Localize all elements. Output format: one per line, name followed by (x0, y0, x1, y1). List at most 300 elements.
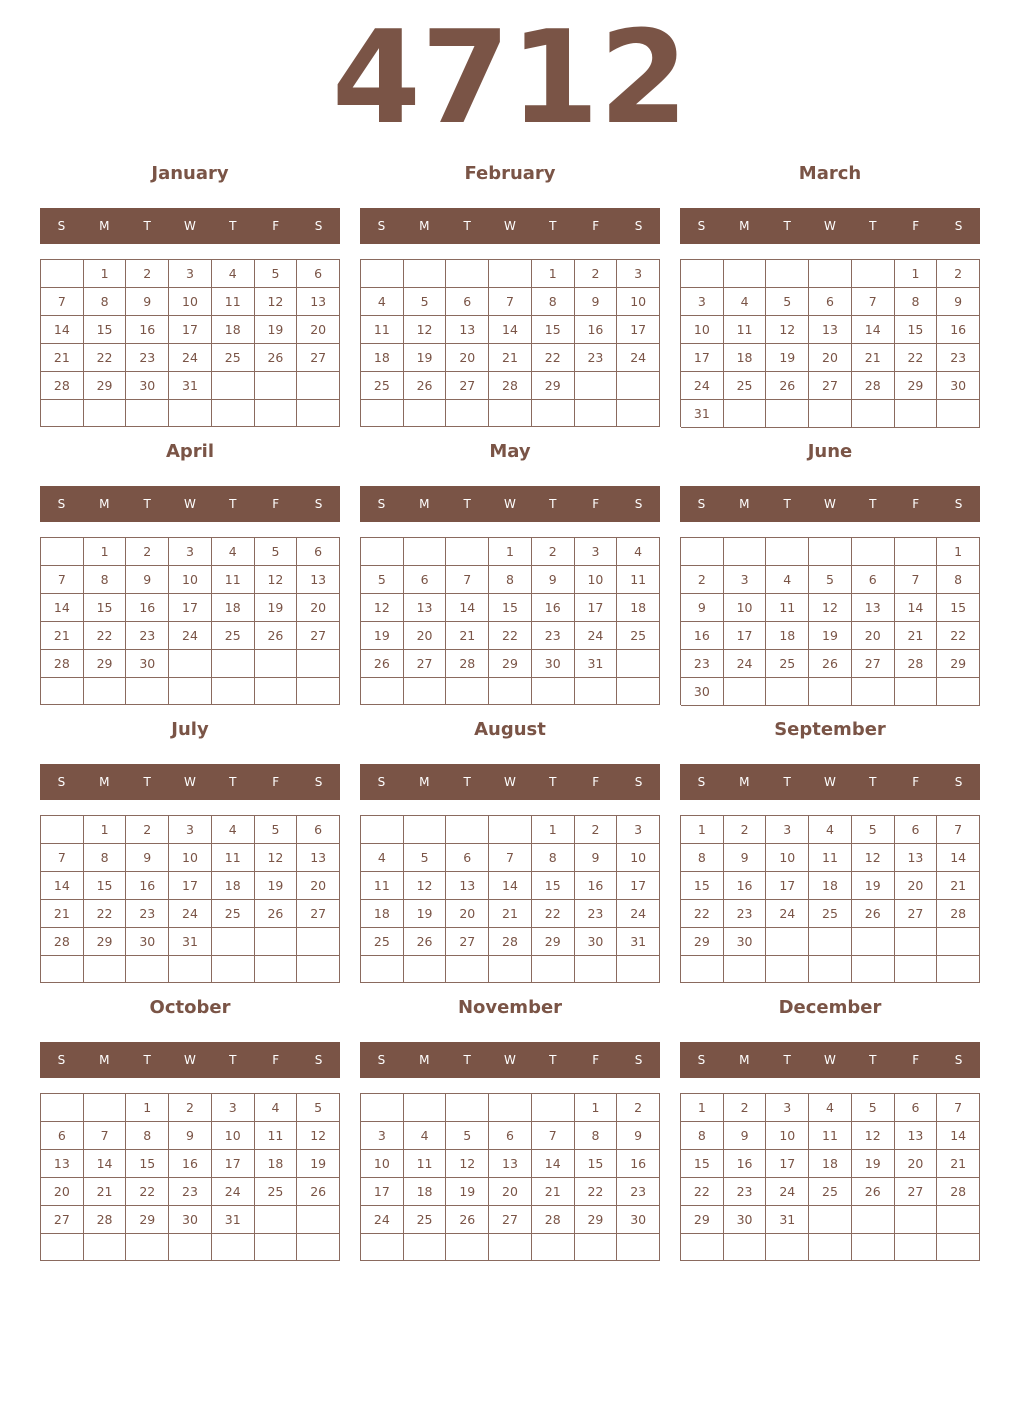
weekday-label: T (143, 775, 151, 789)
day-cell: 15 (532, 316, 575, 344)
day-cell: 26 (404, 372, 447, 400)
weekday-header (360, 764, 660, 800)
empty-cell (169, 1234, 212, 1261)
empty-cell (361, 400, 404, 427)
day-cell: 13 (852, 594, 895, 622)
empty-cell (297, 678, 340, 705)
empty-cell (404, 816, 447, 844)
weekday-label: F (912, 497, 920, 511)
month-title: March (798, 163, 862, 184)
day-cell: 26 (297, 1178, 340, 1206)
day-cell: 15 (937, 594, 980, 622)
day-cell: 5 (852, 816, 895, 844)
empty-cell (852, 260, 895, 288)
day-cell: 22 (489, 622, 532, 650)
day-cell: 23 (575, 344, 618, 372)
weekday-header (40, 1042, 340, 1078)
day-cell: 6 (297, 816, 340, 844)
day-cell: 1 (84, 538, 127, 566)
empty-cell (895, 956, 938, 983)
day-cell: 23 (724, 1178, 767, 1206)
empty-cell (937, 956, 980, 983)
day-cell: 13 (895, 844, 938, 872)
day-cell: 31 (575, 650, 618, 678)
day-cell: 28 (489, 928, 532, 956)
empty-cell (126, 678, 169, 705)
weekday-label: W (824, 219, 836, 233)
day-cell: 23 (575, 900, 618, 928)
day-cell: 7 (937, 816, 980, 844)
weekday-label: F (592, 1053, 600, 1067)
day-cell: 25 (361, 372, 404, 400)
day-cell: 15 (532, 872, 575, 900)
weekday-label: S (954, 497, 963, 511)
empty-cell (766, 1234, 809, 1261)
day-cell: 6 (41, 1122, 84, 1150)
month-title: October (149, 997, 231, 1018)
day-cell: 9 (169, 1122, 212, 1150)
empty-cell (489, 260, 532, 288)
day-cell: 5 (404, 844, 447, 872)
day-cell: 21 (446, 622, 489, 650)
empty-cell (169, 650, 212, 678)
empty-cell (489, 1094, 532, 1122)
day-cell: 1 (532, 816, 575, 844)
day-cell: 30 (681, 678, 724, 706)
day-cell: 17 (681, 344, 724, 372)
day-grid (40, 259, 340, 427)
empty-cell (404, 1234, 447, 1261)
weekday-label: T (783, 775, 791, 789)
day-cell: 29 (895, 372, 938, 400)
day-cell: 22 (84, 622, 127, 650)
day-cell: 27 (41, 1206, 84, 1234)
day-cell: 23 (937, 344, 980, 372)
day-cell: 15 (84, 594, 127, 622)
day-cell: 18 (404, 1178, 447, 1206)
empty-cell (126, 1234, 169, 1261)
day-cell: 14 (41, 872, 84, 900)
empty-cell (212, 372, 255, 400)
empty-cell (937, 678, 980, 706)
day-cell: 1 (84, 816, 127, 844)
weekday-label: W (824, 497, 836, 511)
day-cell: 18 (361, 900, 404, 928)
empty-cell (361, 678, 404, 705)
empty-cell (212, 928, 255, 956)
day-cell: 13 (404, 594, 447, 622)
day-cell: 21 (852, 344, 895, 372)
day-cell: 9 (126, 288, 169, 316)
day-cell: 16 (617, 1150, 660, 1178)
empty-cell (404, 956, 447, 983)
day-cell: 14 (84, 1150, 127, 1178)
day-grid (680, 537, 980, 705)
weekday-label: T (229, 775, 237, 789)
day-cell: 18 (361, 344, 404, 372)
weekday-label: W (504, 219, 516, 233)
empty-cell (212, 956, 255, 983)
day-cell: 12 (297, 1122, 340, 1150)
day-cell: 8 (126, 1122, 169, 1150)
day-cell: 26 (404, 928, 447, 956)
day-cell: 2 (169, 1094, 212, 1122)
weekday-label: T (229, 497, 237, 511)
day-cell: 21 (532, 1178, 575, 1206)
empty-cell (126, 956, 169, 983)
empty-cell (532, 956, 575, 983)
day-cell: 25 (361, 928, 404, 956)
day-cell: 1 (489, 538, 532, 566)
month-title: February (464, 163, 556, 184)
empty-cell (681, 260, 724, 288)
day-cell: 11 (724, 316, 767, 344)
weekday-label: M (99, 775, 110, 789)
month-title: September (774, 719, 886, 740)
weekday-header (360, 1042, 660, 1078)
weekday-label: S (314, 775, 323, 789)
day-cell: 21 (41, 344, 84, 372)
day-cell: 15 (489, 594, 532, 622)
weekday-header (360, 208, 660, 244)
day-cell: 19 (766, 344, 809, 372)
day-cell: 8 (575, 1122, 618, 1150)
empty-cell (489, 678, 532, 705)
day-cell: 30 (532, 650, 575, 678)
weekday-label: M (419, 219, 430, 233)
day-cell: 30 (724, 1206, 767, 1234)
weekday-label: F (272, 775, 280, 789)
day-cell: 27 (297, 344, 340, 372)
day-cell: 4 (212, 816, 255, 844)
empty-cell (617, 400, 660, 427)
day-cell: 24 (575, 622, 618, 650)
day-cell: 30 (169, 1206, 212, 1234)
day-cell: 3 (617, 260, 660, 288)
day-cell: 15 (681, 1150, 724, 1178)
day-cell: 14 (937, 1122, 980, 1150)
day-grid (360, 815, 660, 983)
day-cell: 28 (937, 1178, 980, 1206)
weekday-label: F (592, 219, 600, 233)
day-cell: 29 (575, 1206, 618, 1234)
day-cell: 8 (84, 288, 127, 316)
day-cell: 29 (532, 928, 575, 956)
empty-cell (489, 956, 532, 983)
day-cell: 18 (617, 594, 660, 622)
weekday-label: S (57, 497, 66, 511)
empty-cell (489, 816, 532, 844)
empty-cell (361, 1094, 404, 1122)
day-cell: 14 (852, 316, 895, 344)
day-cell: 8 (84, 844, 127, 872)
day-cell: 13 (809, 316, 852, 344)
empty-cell (532, 400, 575, 427)
day-cell: 29 (84, 372, 127, 400)
day-cell: 4 (212, 260, 255, 288)
weekday-label: M (739, 497, 750, 511)
weekday-label: T (549, 219, 557, 233)
day-cell: 4 (361, 844, 404, 872)
day-cell: 1 (937, 538, 980, 566)
empty-cell (169, 678, 212, 705)
weekday-label: F (272, 219, 280, 233)
day-cell: 19 (255, 872, 298, 900)
empty-cell (255, 678, 298, 705)
empty-cell (361, 956, 404, 983)
day-cell: 7 (41, 288, 84, 316)
day-cell: 3 (169, 538, 212, 566)
weekday-label: T (549, 1053, 557, 1067)
day-cell: 12 (255, 566, 298, 594)
weekday-header (40, 764, 340, 800)
day-cell: 26 (446, 1206, 489, 1234)
month-title: May (489, 441, 531, 462)
day-cell: 21 (895, 622, 938, 650)
empty-cell (809, 400, 852, 428)
day-cell: 14 (532, 1150, 575, 1178)
day-cell: 7 (937, 1094, 980, 1122)
day-cell: 22 (681, 900, 724, 928)
day-cell: 31 (169, 372, 212, 400)
day-cell: 11 (212, 566, 255, 594)
empty-cell (255, 650, 298, 678)
day-grid (680, 259, 980, 427)
empty-cell (84, 1094, 127, 1122)
day-cell: 7 (41, 844, 84, 872)
day-cell: 2 (532, 538, 575, 566)
day-cell: 22 (84, 344, 127, 372)
empty-cell (895, 400, 938, 428)
day-cell: 12 (404, 872, 447, 900)
empty-cell (255, 1234, 298, 1261)
weekday-label: S (954, 219, 963, 233)
weekday-label: W (184, 775, 196, 789)
empty-cell (575, 372, 618, 400)
day-cell: 29 (126, 1206, 169, 1234)
day-cell: 19 (852, 1150, 895, 1178)
day-cell: 23 (126, 900, 169, 928)
day-cell: 31 (617, 928, 660, 956)
empty-cell (852, 1234, 895, 1261)
day-cell: 11 (404, 1150, 447, 1178)
day-cell: 19 (809, 622, 852, 650)
empty-cell (169, 400, 212, 427)
day-cell: 11 (255, 1122, 298, 1150)
empty-cell (617, 956, 660, 983)
day-cell: 8 (84, 566, 127, 594)
day-cell: 3 (724, 566, 767, 594)
day-cell: 14 (41, 316, 84, 344)
day-cell: 25 (212, 900, 255, 928)
day-cell: 18 (212, 316, 255, 344)
empty-cell (446, 260, 489, 288)
day-cell: 2 (681, 566, 724, 594)
day-cell: 13 (895, 1122, 938, 1150)
day-cell: 22 (575, 1178, 618, 1206)
day-cell: 24 (212, 1178, 255, 1206)
day-cell: 9 (937, 288, 980, 316)
day-cell: 6 (446, 288, 489, 316)
day-cell: 8 (532, 288, 575, 316)
day-grid (40, 815, 340, 983)
empty-cell (766, 956, 809, 983)
empty-cell (895, 1206, 938, 1234)
day-cell: 3 (361, 1122, 404, 1150)
day-cell: 6 (895, 816, 938, 844)
empty-cell (724, 1234, 767, 1261)
empty-cell (404, 678, 447, 705)
day-cell: 15 (84, 872, 127, 900)
weekday-header (40, 208, 340, 244)
empty-cell (41, 1234, 84, 1261)
empty-cell (937, 928, 980, 956)
weekday-label: T (229, 1053, 237, 1067)
day-cell: 17 (724, 622, 767, 650)
day-cell: 29 (937, 650, 980, 678)
day-cell: 26 (255, 622, 298, 650)
weekday-label: M (419, 775, 430, 789)
day-cell: 30 (126, 372, 169, 400)
weekday-label: T (229, 219, 237, 233)
weekday-label: S (377, 219, 386, 233)
day-cell: 27 (404, 650, 447, 678)
day-cell: 6 (809, 288, 852, 316)
weekday-label: T (463, 775, 471, 789)
empty-cell (489, 1234, 532, 1261)
day-cell: 6 (895, 1094, 938, 1122)
day-cell: 29 (84, 928, 127, 956)
day-cell: 22 (126, 1178, 169, 1206)
day-cell: 25 (212, 622, 255, 650)
day-cell: 23 (532, 622, 575, 650)
weekday-label: W (184, 1053, 196, 1067)
day-cell: 7 (489, 288, 532, 316)
weekday-header (680, 1042, 980, 1078)
day-cell: 9 (532, 566, 575, 594)
empty-cell (41, 956, 84, 983)
day-cell: 9 (575, 844, 618, 872)
day-cell: 20 (809, 344, 852, 372)
day-cell: 3 (212, 1094, 255, 1122)
day-cell: 10 (617, 288, 660, 316)
empty-cell (575, 956, 618, 983)
day-cell: 7 (895, 566, 938, 594)
day-cell: 21 (41, 622, 84, 650)
weekday-header (680, 764, 980, 800)
day-cell: 22 (532, 344, 575, 372)
day-cell: 1 (126, 1094, 169, 1122)
day-cell: 16 (724, 1150, 767, 1178)
day-cell: 13 (297, 844, 340, 872)
day-cell: 31 (212, 1206, 255, 1234)
day-cell: 17 (766, 872, 809, 900)
day-cell: 29 (532, 372, 575, 400)
day-cell: 26 (255, 344, 298, 372)
empty-cell (766, 538, 809, 566)
day-cell: 9 (126, 566, 169, 594)
day-cell: 25 (617, 622, 660, 650)
weekday-header (680, 208, 980, 244)
empty-cell (41, 1094, 84, 1122)
day-cell: 21 (937, 1150, 980, 1178)
day-cell: 4 (766, 566, 809, 594)
day-cell: 19 (404, 344, 447, 372)
day-cell: 20 (895, 872, 938, 900)
day-cell: 25 (724, 372, 767, 400)
day-cell: 8 (489, 566, 532, 594)
day-cell: 22 (532, 900, 575, 928)
empty-cell (404, 400, 447, 427)
weekday-label: T (549, 497, 557, 511)
weekday-label: M (99, 1053, 110, 1067)
day-cell: 16 (532, 594, 575, 622)
day-cell: 21 (937, 872, 980, 900)
empty-cell (41, 538, 84, 566)
weekday-label: W (504, 1053, 516, 1067)
weekday-label: S (314, 219, 323, 233)
day-cell: 27 (489, 1206, 532, 1234)
day-cell: 30 (126, 928, 169, 956)
empty-cell (212, 650, 255, 678)
day-cell: 5 (255, 260, 298, 288)
empty-cell (937, 400, 980, 428)
day-cell: 14 (937, 844, 980, 872)
weekday-label: S (954, 1053, 963, 1067)
empty-cell (809, 956, 852, 983)
weekday-label: S (697, 219, 706, 233)
weekday-label: S (634, 219, 643, 233)
empty-cell (724, 260, 767, 288)
weekday-label: S (697, 497, 706, 511)
day-cell: 15 (126, 1150, 169, 1178)
day-cell: 20 (489, 1178, 532, 1206)
day-cell: 24 (169, 344, 212, 372)
day-cell: 15 (895, 316, 938, 344)
empty-cell (361, 538, 404, 566)
day-cell: 6 (852, 566, 895, 594)
empty-cell (766, 678, 809, 706)
weekday-label: T (463, 219, 471, 233)
day-cell: 10 (617, 844, 660, 872)
day-cell: 25 (809, 900, 852, 928)
day-cell: 1 (84, 260, 127, 288)
day-cell: 25 (255, 1178, 298, 1206)
day-cell: 29 (681, 928, 724, 956)
day-cell: 4 (724, 288, 767, 316)
empty-cell (489, 400, 532, 427)
day-cell: 11 (809, 844, 852, 872)
day-cell: 7 (41, 566, 84, 594)
empty-cell (212, 678, 255, 705)
day-cell: 17 (361, 1178, 404, 1206)
empty-cell (852, 928, 895, 956)
empty-cell (895, 928, 938, 956)
day-cell: 12 (852, 844, 895, 872)
weekday-label: F (912, 775, 920, 789)
empty-cell (446, 1234, 489, 1261)
day-cell: 3 (766, 1094, 809, 1122)
weekday-label: S (634, 775, 643, 789)
day-cell: 26 (852, 1178, 895, 1206)
day-cell: 11 (361, 872, 404, 900)
day-cell: 23 (617, 1178, 660, 1206)
empty-cell (297, 1234, 340, 1261)
weekday-label: F (912, 1053, 920, 1067)
weekday-label: T (783, 497, 791, 511)
day-cell: 3 (617, 816, 660, 844)
day-cell: 25 (766, 650, 809, 678)
